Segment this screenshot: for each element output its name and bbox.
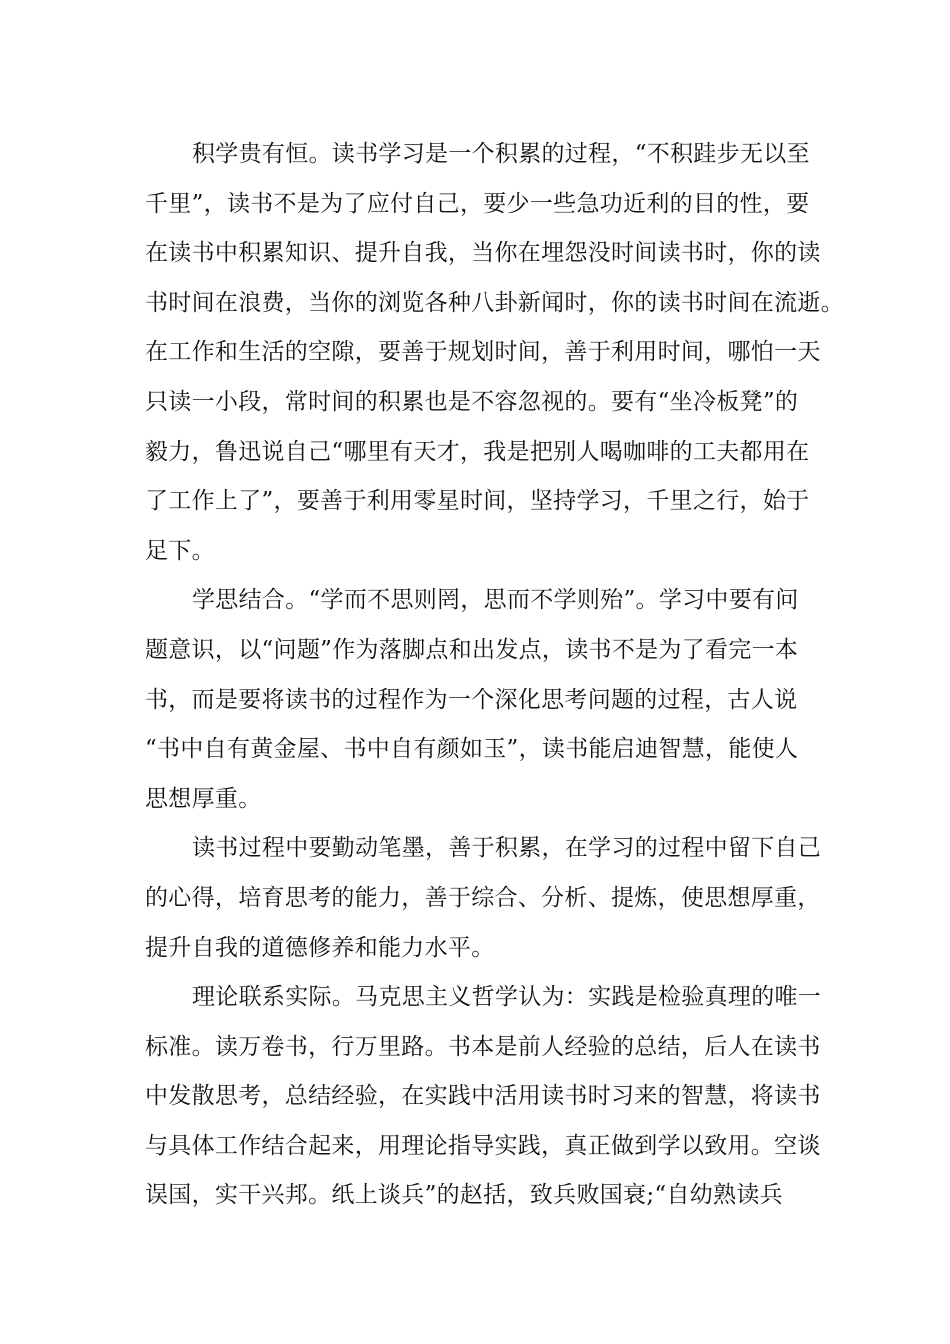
text-line: 中发散思考，总结经验，在实践中活用读书时习来的智慧，将读书: [145, 1083, 821, 1110]
text-line: 误国，实干兴邦。纸上谈兵”的赵括，致兵败国衰;“自幼熟读兵: [145, 1182, 783, 1209]
text-line: 毅力，鲁迅说自己“哪里有天才，我是把别人喝咖啡的工夫都用在: [145, 438, 810, 465]
text-line: 思想厚重。: [145, 785, 262, 812]
text-line: 学思结合。“学而不思则罔，思而不学则殆”。学习中要有问: [192, 587, 799, 614]
paragraph-study-persistence: [145, 130, 844, 576]
text-line: 积学贵有恒。读书学习是一个积累的过程，“不积跬步无以至: [192, 141, 810, 167]
text-line: 与具体工作结合起来，用理论指导实践，真正做到学以致用。空谈: [145, 1132, 821, 1159]
text-line: 千里”，读书不是为了应付自己，要少一些急功近利的目的性，要: [145, 190, 810, 217]
text-line: 提升自我的道德修养和能力水平。: [145, 934, 495, 961]
text-line: “书中自有黄金屋、书中自有颜如玉”，读书能启迪智慧，能使人: [145, 736, 799, 763]
text-line: 了工作上了”，要善于利用零星时间，坚持学习，千里之行，始于: [145, 488, 810, 515]
text-line: 的心得，培育思考的能力，善于综合、分析、提炼，使思想厚重，: [145, 884, 821, 911]
text-line: 在工作和生活的空隙，要善于规划时间，善于利用时间，哪怕一天: [145, 339, 821, 366]
paragraph-note-taking: [145, 824, 822, 973]
text-line: 标准。读万卷书，行万里路。书本是前人经验的总结，后人在读书: [145, 1033, 821, 1060]
text-line: 理论联系实际。马克思主义哲学认为：实践是检验真理的唯一: [192, 984, 822, 1011]
text-line: 读书过程中要勤动笔墨，善于积累，在学习的过程中留下自己: [192, 835, 822, 862]
document-body: [145, 130, 844, 1221]
paragraph-learning-and-thinking: [145, 576, 817, 824]
text-line: 书时间在浪费，当你的浏览各种八卦新闻时，你的读书时间在流逝。: [145, 289, 844, 316]
text-line: 在读书中积累知识、提升自我，当你在埋怨没时间读书时，你的读: [145, 240, 821, 267]
text-line: 书，而是要将读书的过程作为一个深化思考问题的过程，古人说: [145, 686, 798, 713]
text-line: 题意识，以“问题”作为落脚点和出发点，读书不是为了看完一本: [145, 636, 799, 663]
text-line: 足下。: [145, 537, 215, 564]
text-line: 只读一小段，常时间的积累也是不容忽视的。要有“坐冷板凳”的: [145, 388, 799, 415]
paragraph-theory-and-practice: [145, 973, 822, 1221]
